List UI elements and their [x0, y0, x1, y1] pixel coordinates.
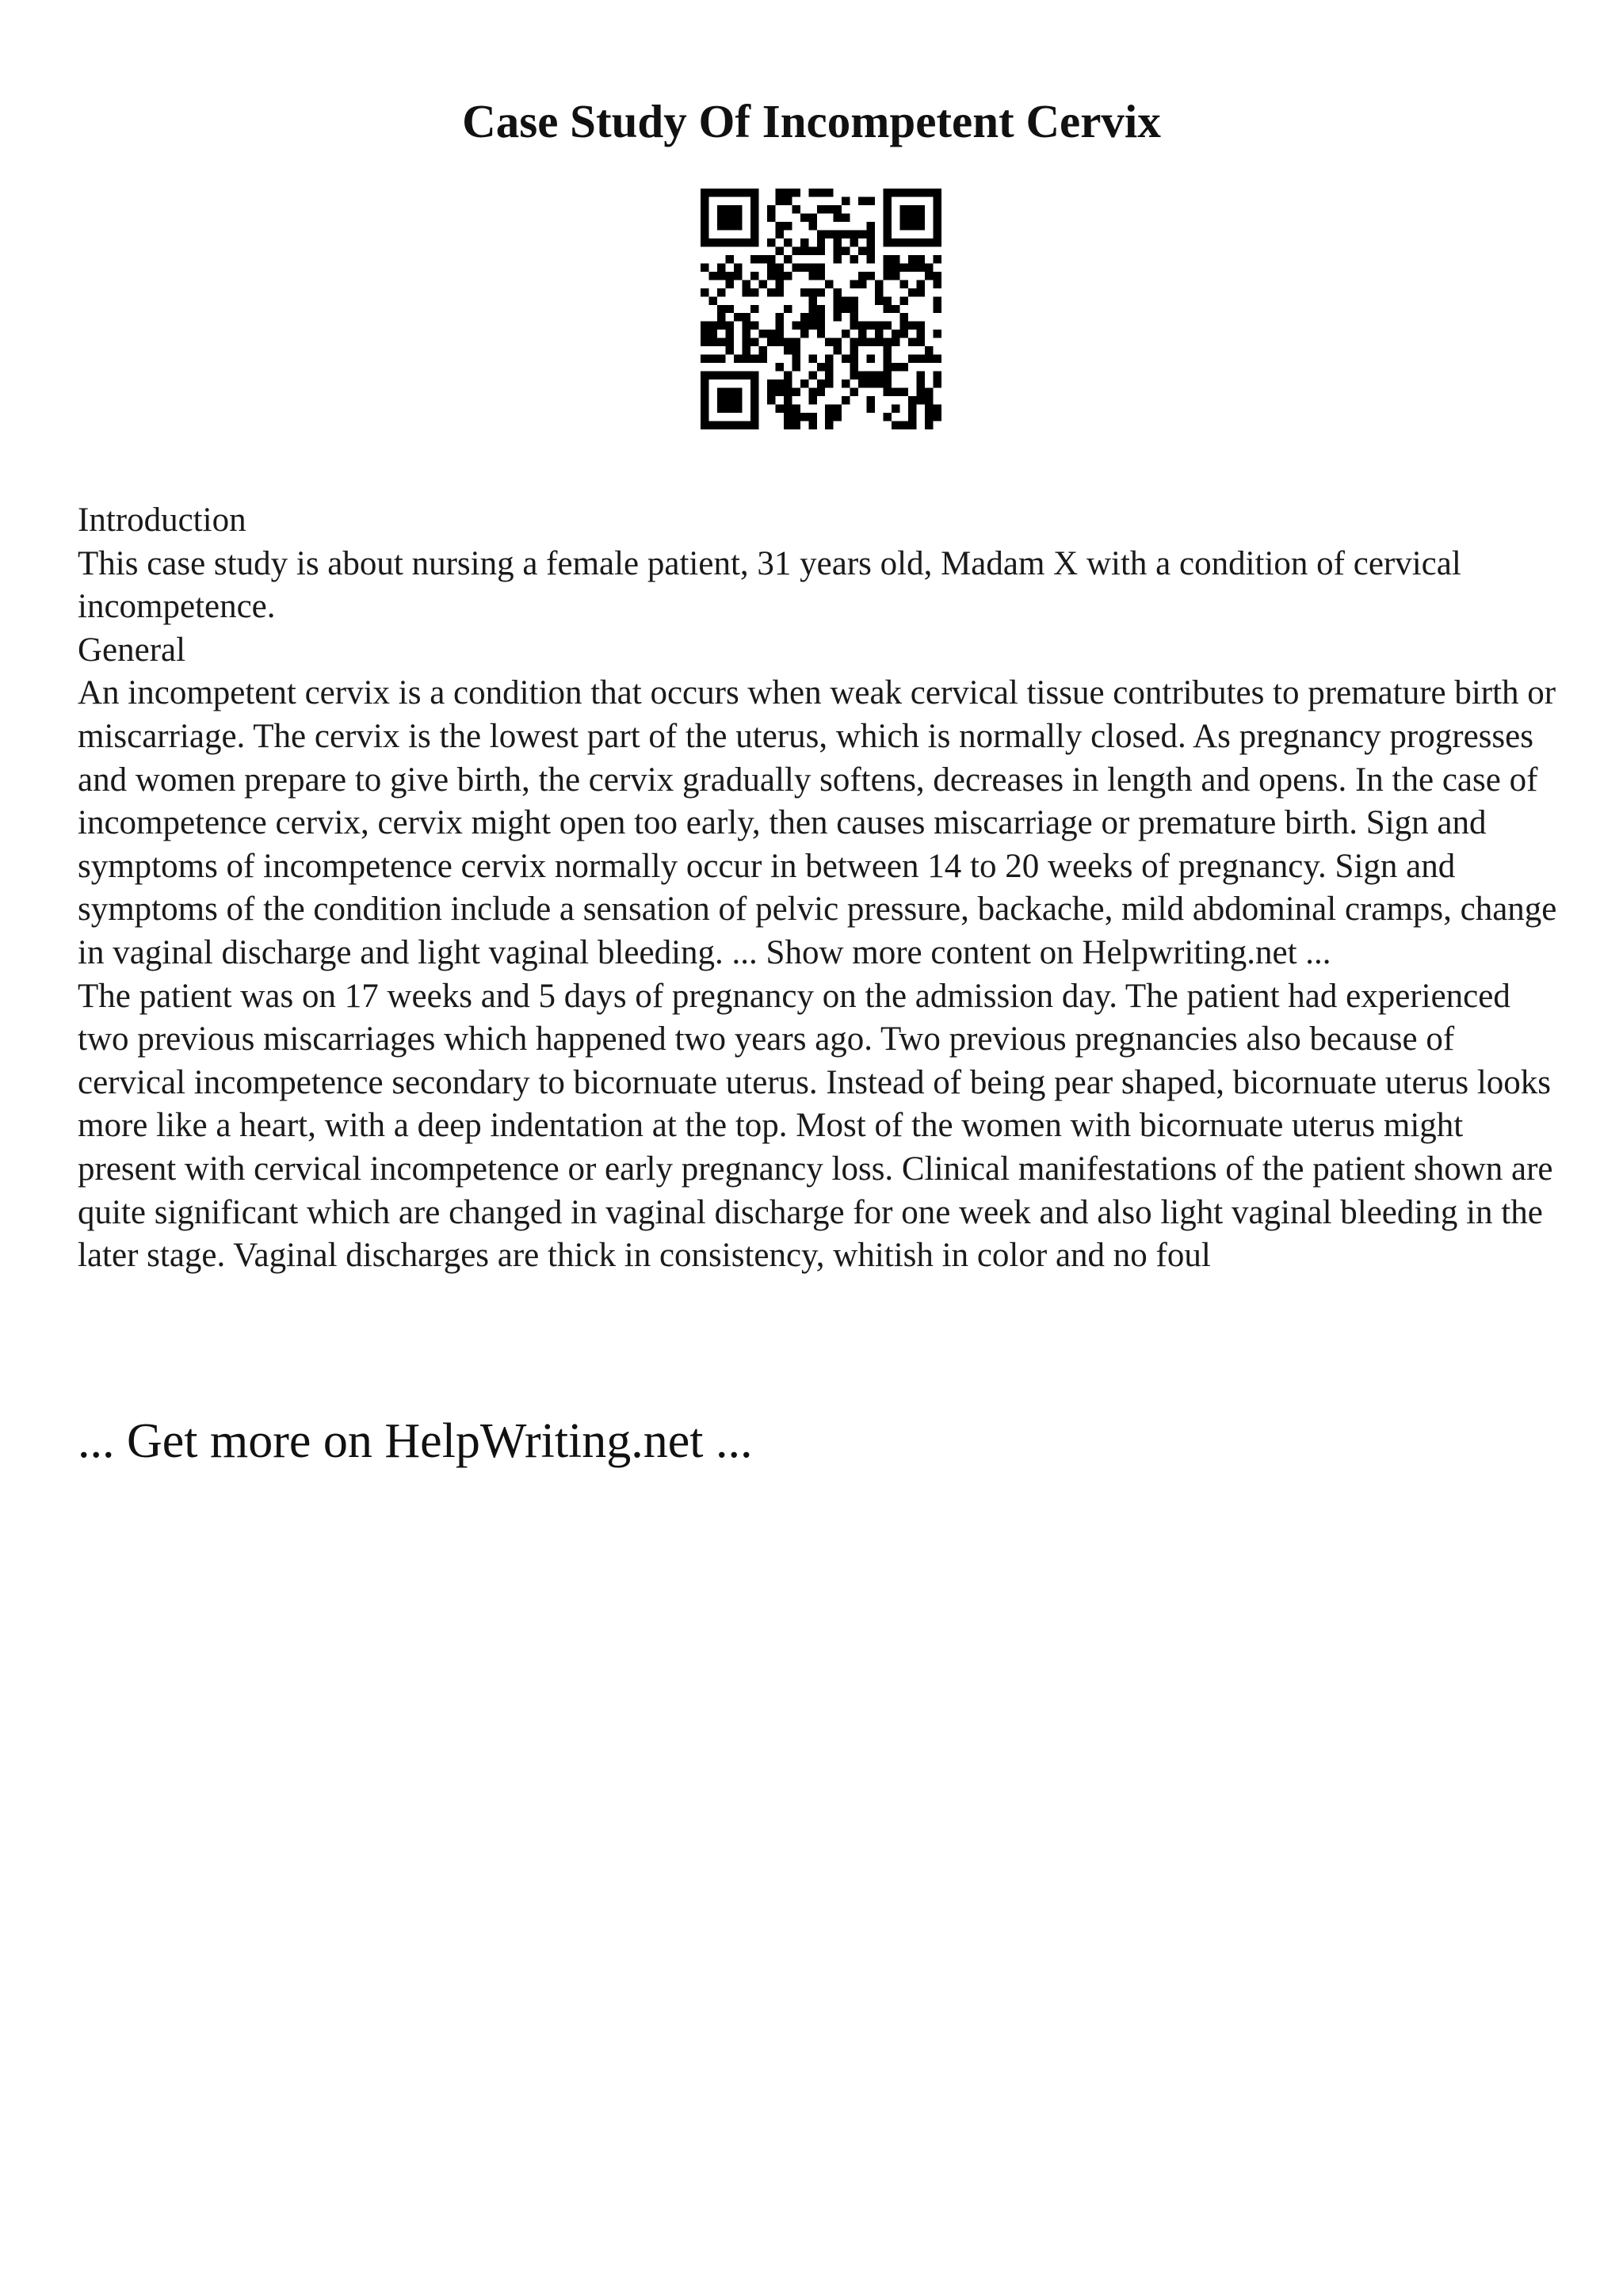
- paragraph-patient: The patient was on 17 weeks and 5 days of pregnancy on the admission day. The patient had experienced two previous miscarriages which happened two years ago. Two previous pregnancies also because of cervical incompetence secondary to bicornuate uterus. Instead of being pear shaped, bicornuate uterus looks more like a heart, with a deep indentation at the top. Most of the women with bicornuate uterus might present with cervical incompetence or early pregnancy loss. Clinical manifestations of the patient shown are quite significant which are changed in vaginal discharge for one week and also light vaginal bleeding in the later stage. Vaginal discharges are thick in consistency, whitish in color and no foul: [78, 977, 1553, 1275]
- paragraph-introduction: This case study is about nursing a female patient, 31 years old, Madam X with a condition of cervical incompetence.: [78, 544, 1461, 626]
- qr-code-graphic: [701, 189, 941, 429]
- qr-code-icon[interactable]: [701, 189, 941, 429]
- document-title: Case Study Of Incompetent Cervix: [462, 95, 1161, 147]
- paragraph-general: An incompetent cervix is a condition that occurs when weak cervical tissue contributes to premature birth or miscarriage. The cervix is the lowest part of the uterus, which is normally closed. As pregnancy progresses and women prepare to give birth, the cervix gradually softens, decreases in length and opens. In the case of incompetence cervix, cervix might open too early, then causes miscarriage or premature birth. Sign and symptoms of incompetence cervix normally occur in between 14 to 20 weeks of pregnancy. Sign and symptoms of the condition include a sensation of pelvic pressure, backache, mild abdominal cramps, change in vaginal discharge and light vaginal bleeding. ... Show more content on Helpwriting.net ...: [78, 674, 1557, 971]
- get-more-link[interactable]: ... Get more on HelpWriting.net ...: [78, 1414, 753, 1468]
- section-heading-general: General: [78, 631, 186, 669]
- section-heading-introduction: Introduction: [78, 502, 246, 539]
- document-body: [78, 499, 1568, 1278]
